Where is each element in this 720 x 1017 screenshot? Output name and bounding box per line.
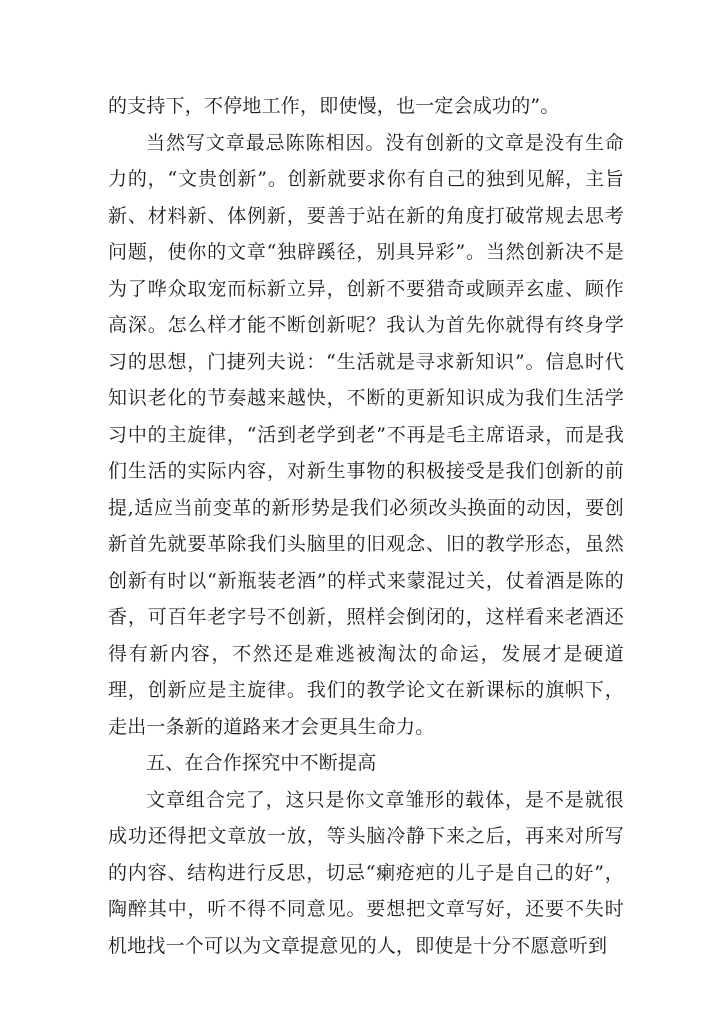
paragraph-continuation: 的支持下，不停地工作，即使慢，也一定会成功的”。 [108,95,560,117]
body-text [108,88,624,964]
paragraph-innovation: 当然写文章最忌陈陈相因。没有创新的文章是没有生命力的，“文贵创新”。创新就要求你有自己的独到见解，主旨新、材料新、体例新，要善于站在新的角度打破常规去思考问题，使你的文章“独辟蹊径，别具异彩”。当然创新决不是为了哗众取宠而标新立异，创新不要猎奇或顾弄玄虚、顾作高深。怎么样才能不断创新呢？我认为首先你就得有终身学习的思想，门捷列夫说：“生活就是寻求新知识”。信息时代知识老化的节奏越来越快，不断的更新知识成为我们生活学习中的主旋律，“活到老学到老”不再是毛主席语录，而是我们生活的实际内容，对新生事物的积极接受是我们创新的前提,适应当前变革的新形势是我们必须改头换面的动因，要创新首先就要革除我们头脑里的旧观念、旧的教学形态，虽然创新有时以“新瓶装老酒”的样式来蒙混过关，仗着酒是陈的香，可百年老字号不创新，照样会倒闭的，这样看来老酒还得有新内容，不然还是难逃被淘汰的命运，发展才是硬道理，创新应是主旋律。我们的教学论文在新课标的旗帜下，走出一条新的道路来才会更具生命力。 [108,131,624,738]
section-heading: 五、在合作探究中不断提高 [146,752,377,774]
paragraph-revision: 文章组合完了，这只是你文章雏形的载体，是不是就很成功还得把文章放一放，等头脑冷静下来之后，再来对所写的内容、结构进行反思，切忌“瘌疮疤的儿子是自己的好”，陶醉其中，听不得不同意见。要想把文章写好，还要不失时机地找一个可以为文章提意见的人，即使是十分不愿意听到 [108,788,624,957]
